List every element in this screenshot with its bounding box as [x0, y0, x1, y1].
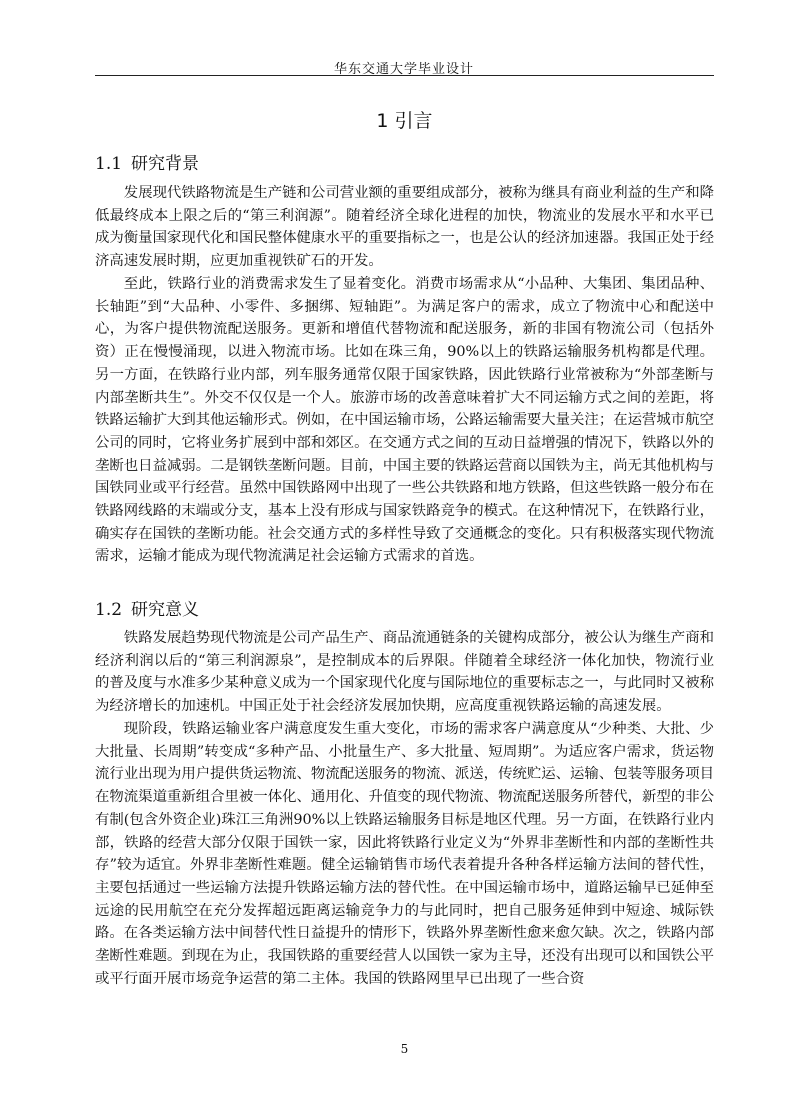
section-heading-significance	[95, 595, 714, 620]
page-number: 5	[400, 1042, 409, 1056]
header-rule	[95, 75, 714, 76]
section-heading-background	[95, 149, 714, 174]
paragraph: 铁路发展趋势现代物流是公司产品生产、商品流通链条的关键构成部分，被公认为继生产商和经济利润以后的“第三利润源泉”，是控制成本的后界限。伴随着全球经济一体化加快，物流行业的普及度与水准多少某种意义成为一个国家现代化度与国际地位的重要标志之一，与此同时又被称为经济增长的加速机。中国正处于社会经济发展加快期，应高度重视铁路运输的高速发展。	[95, 630, 714, 715]
section-number: 1.2	[95, 600, 123, 620]
running-header: 华东交通大学毕业设计	[333, 62, 474, 77]
paragraph: 至此，铁路行业的消费需求发生了显着变化。消费市场需求从“小品种、大集团、集团品种、长轴距”到“大品种、小零件、多捆绑、短轴距”。为满足客户的需求，成立了物流中心和配送中心，为客户提供物流配送服务。更新和增值代替物流和配送服务，新的非国有物流公司（包括外资）正在慢慢涌现，以进入物流市场。比如在珠三角，90%以上的铁路运输服务机构都是代理。另一方面，在铁路行业内部，列车服务通常仅限于国家铁路，因此铁路行业常被称为“外部垄断与内部垄断共生”。外交不仅仅是一个人。旅游市场的改善意味着扩大不同运输方式之间的差距，将铁路运输扩大到其他运输形式。例如，在中国运输市场，公路运输需要大量关注；在运营城市航空公司的同时，它将业务扩展到中部和郊区。在交通方式之间的互动日益增强的情况下，铁路以外的垄断也日益减弱。二是钢铁垄断问题。目前，中国主要的铁路运营商以国铁为主，尚无其他机构与国铁同业或平行经营。虽然中国铁路网中出现了一些公共铁路和地方铁路，但这些铁路一般分布在铁路网线路的末端或分支，基本上没有形成与国家铁路竞争的模式。在这种情况下，在铁路行业，确实存在国铁的垄断功能。社会交通方式的多样性导致了交通概念的变化。只有积极落实现代物流需求，运输才能成为现代物流满足社会运输方式需求的首选。	[95, 276, 714, 565]
section-title: 研究意义	[131, 600, 200, 620]
paragraph: 现阶段，铁路运输业客户满意度发生重大变化，市场的需求客户满意度从“少种类、大批、少大批量、长周期”转变成“多种产品、小批量生产、多大批量、短周期”。为适应客户需求，货运物流行业出现为用户提供货运物流、物流配送服务的物流、派送，传统贮运、运输、包装等服务项目在物流渠道重新组合里被一体化、通用化、升值变的现代物流、物流配送服务所替代，新型的非公有制(包含外资企业)珠江三角洲90%以上铁路运输服务目标是地区代理。另一方面，在铁路行业内部，铁路的经营大部分仅限于国铁一家，因此将铁路行业定义为“外界非垄断性和内部的垄断性共存”较为适宜。外界非垄断性难题。健全运输销售市场代表着提升各种各样运输方法间的替代性，主要包括通过一些运输方法提升铁路运输方法的替代性。在中国运输市场中，道路运输早已延伸至远途的民用航空在充分发挥超远距离运输竞争力的与此同时，把自己服务延伸到中短途、城际铁路。在各类运输方法中间替代性日益提升的情形下，铁路外界垄断性愈来愈欠缺。次之，铁路内部垄断性难题。到现在为止，我国铁路的重要经营人以国铁一家为主导，还没有出现可以和国铁公平或平行面开展市场竞争运营的第二主体。我国的铁路网里早已出现了一些合资	[95, 721, 714, 987]
chapter-title: 1 引言	[376, 110, 433, 132]
section-number: 1.1	[95, 154, 123, 174]
paragraph: 发展现代铁路物流是生产链和公司营业额的重要组成部分，被称为继具有商业利益的生产和降低最终成本上限之后的“第三利润源”。随着经济全球化进程的加快，物流业的发展水平和水平已成为衡量国家现代化和国民整体健康水平的重要指标之一，也是公认的经济加速器。我国正处于经济高速发展时期，应更加重视铁矿石的开发。	[95, 185, 714, 270]
section-title: 研究背景	[131, 154, 200, 174]
